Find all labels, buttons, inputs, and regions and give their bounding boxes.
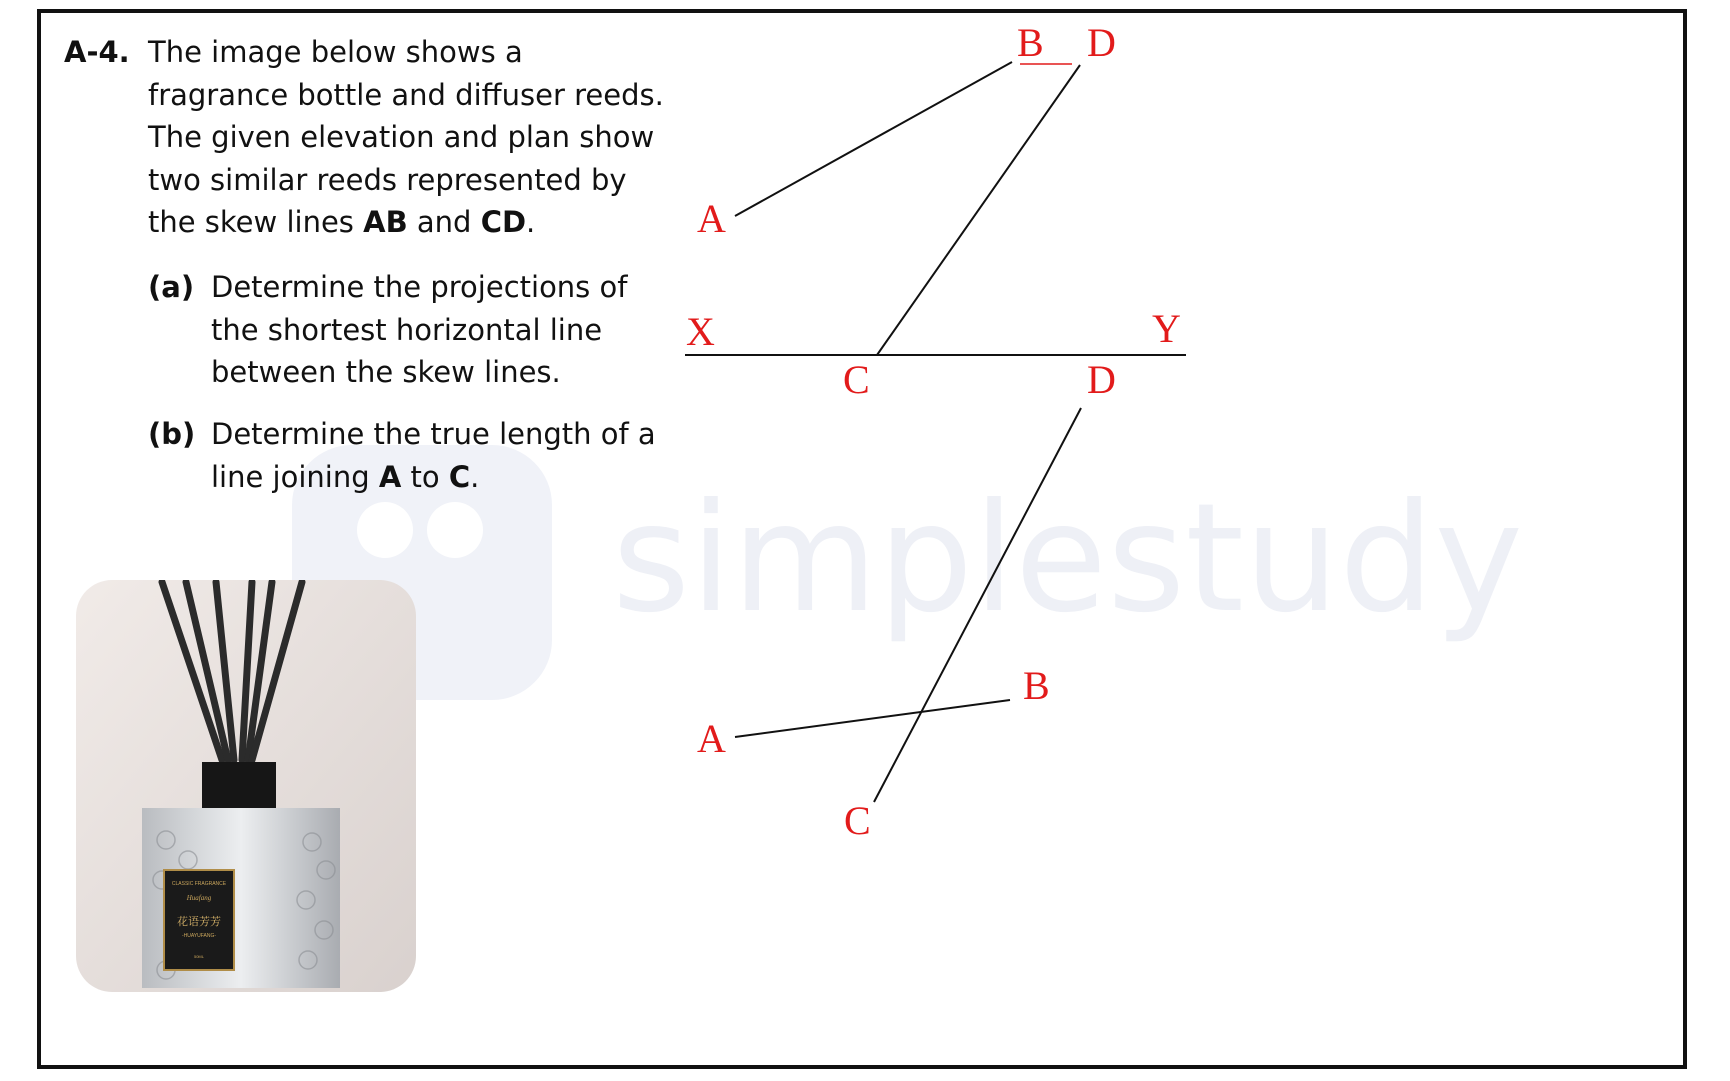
label-cn-text: 花语芳芳	[177, 915, 221, 928]
plan-label-a: A	[697, 716, 726, 761]
and-text: and	[407, 205, 481, 239]
period-text: .	[526, 205, 536, 239]
part-b-pre: Determine the true length of a line joining	[211, 417, 656, 494]
point-c-ref: C	[448, 459, 471, 494]
elevation-line-cd	[877, 65, 1080, 355]
plan-label-b: B	[1023, 663, 1050, 708]
intro-line-1: The image below shows a fragrance bottle and diffuser reeds.	[148, 35, 664, 112]
point-a-ref: A	[378, 459, 402, 494]
line-cd-ref: CD	[480, 205, 527, 239]
line-ab-ref: AB	[363, 205, 408, 239]
question-number: A-4.	[64, 35, 130, 69]
watermark-text: simplestudy	[612, 472, 1524, 646]
label-top-text: CLASSIC FRAGRANCE	[171, 881, 227, 887]
plan-label-c: C	[844, 798, 871, 843]
intro-text: The given elevation and plan show two similar reeds represented by the skew lines	[148, 120, 655, 239]
label-bottom-text: 50ML	[193, 954, 205, 959]
label-y: Y	[1152, 306, 1181, 351]
label-en-text: -HUAYUFANG-	[181, 933, 217, 939]
part-b-label: (b)	[148, 417, 196, 451]
part-a-label: (a)	[148, 270, 195, 304]
elevation-label-d: D	[1087, 20, 1116, 65]
elevation-label-b: B	[1017, 20, 1044, 65]
plan-label-d: D	[1087, 357, 1116, 402]
part-b-to: to	[401, 459, 449, 494]
part-b-end: .	[470, 459, 480, 494]
elevation-label-c: C	[843, 357, 870, 402]
label-script-text: Huafang	[186, 894, 212, 902]
plan-line-ab	[735, 700, 1010, 737]
elevation-label-a: A	[697, 196, 726, 241]
elevation-line-ab	[735, 62, 1012, 216]
plan-line-cd	[874, 408, 1081, 802]
part-a-text: Determine the projections of the shortest horizontal line between the skew lines.	[211, 270, 628, 389]
label-x: X	[686, 309, 715, 354]
